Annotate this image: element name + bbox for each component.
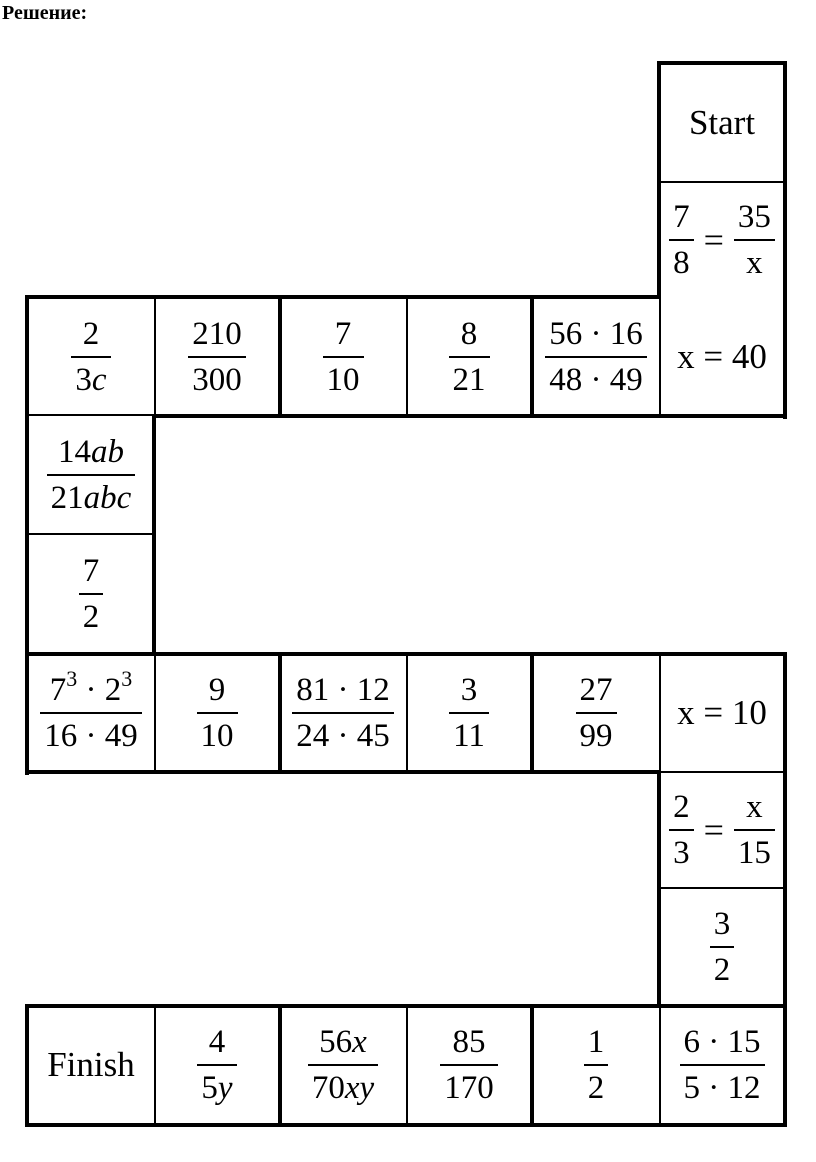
divider-line <box>406 1006 408 1124</box>
finish-label: Finish <box>47 1045 135 1084</box>
equation-cell-1 <box>660 182 784 298</box>
divider-line <box>659 298 661 416</box>
finish-cell <box>28 1006 154 1124</box>
start-cell <box>660 64 784 182</box>
border-line <box>278 652 282 773</box>
row2-cell-1: $\frac{7^3 \cdot 2^3}{16 \cdot 49}$ <box>28 654 154 772</box>
border-line <box>25 295 661 299</box>
row1-cell-3: $\frac{7}{10}$ <box>280 298 406 416</box>
border-line <box>152 414 787 418</box>
border-line <box>530 1004 534 1127</box>
border-line <box>657 61 661 299</box>
row1-cell-5: $\frac{56 \cdot 16}{48 \cdot 49}$ <box>532 298 660 416</box>
divider-line <box>28 533 154 535</box>
solution-heading: Решение: <box>2 2 88 24</box>
divider-line <box>659 1006 661 1124</box>
border-line <box>278 1004 282 1127</box>
border-line <box>25 1004 29 1127</box>
equation-1: $\frac{7}{8}$ = $\frac{35}{x}$ <box>669 201 775 280</box>
row1-cell-1: $\frac{2}{3c}$ <box>28 298 154 416</box>
row1-cell-6 <box>660 298 784 416</box>
left-cell-2: $\frac{7}{2}$ <box>28 534 154 654</box>
divider-line <box>660 771 784 773</box>
row3-cell-5: $\frac{1}{2}$ <box>532 1006 660 1124</box>
divider-line <box>660 181 784 183</box>
start-label: Start <box>688 103 756 142</box>
divider-line <box>154 298 156 416</box>
divider-line <box>406 654 408 772</box>
row2-cell-3: $\frac{81 \cdot 12}{24 \cdot 45}$ <box>280 654 406 772</box>
row2-cell-2: $\frac{9}{10}$ <box>154 654 280 772</box>
left-cell-1: $\frac{14ab}{\text{21abc}}$ <box>28 416 154 534</box>
border-line <box>25 770 661 774</box>
equation-2: $\frac{2}{3}$ = $\frac{x}{15}$ <box>669 791 775 870</box>
row3-cell-4: $\frac{85}{170}$ <box>406 1006 532 1124</box>
border-line <box>657 61 787 65</box>
divider-line <box>28 414 154 416</box>
row2-cell-4: $\frac{3}{11}$ <box>406 654 532 772</box>
divider-line <box>660 887 784 889</box>
row3-cell-6: $\frac{6 \cdot 15}{5 \cdot 12}$ <box>660 1006 784 1124</box>
row2-cell-6 <box>660 654 784 772</box>
answer-x-40: x = 40 <box>677 337 767 376</box>
row1-cell-2: $\frac{210}{300}$ <box>154 298 280 416</box>
divider-line <box>406 298 408 416</box>
divider-line <box>659 654 661 772</box>
row2-cell-5: $\frac{27}{99}$ <box>532 654 660 772</box>
divider-line <box>154 654 156 772</box>
border-line <box>530 295 534 416</box>
border-line <box>25 295 29 775</box>
border-line <box>278 295 282 416</box>
border-line <box>530 652 534 773</box>
border-line <box>783 652 787 1127</box>
row1-cell-4: $\frac{8}{21}$ <box>406 298 532 416</box>
right-cell-2: $\frac{3}{2}$ <box>660 888 784 1006</box>
answer-x-10: x = 10 <box>677 693 767 732</box>
divider-line <box>154 1006 156 1124</box>
equation-cell-2 <box>660 772 784 888</box>
row3-cell-2: $\frac{4}{5y}$ <box>154 1006 280 1124</box>
row3-cell-3: $\frac{56x}{70xy}$ <box>280 1006 406 1124</box>
border-line <box>783 61 787 419</box>
